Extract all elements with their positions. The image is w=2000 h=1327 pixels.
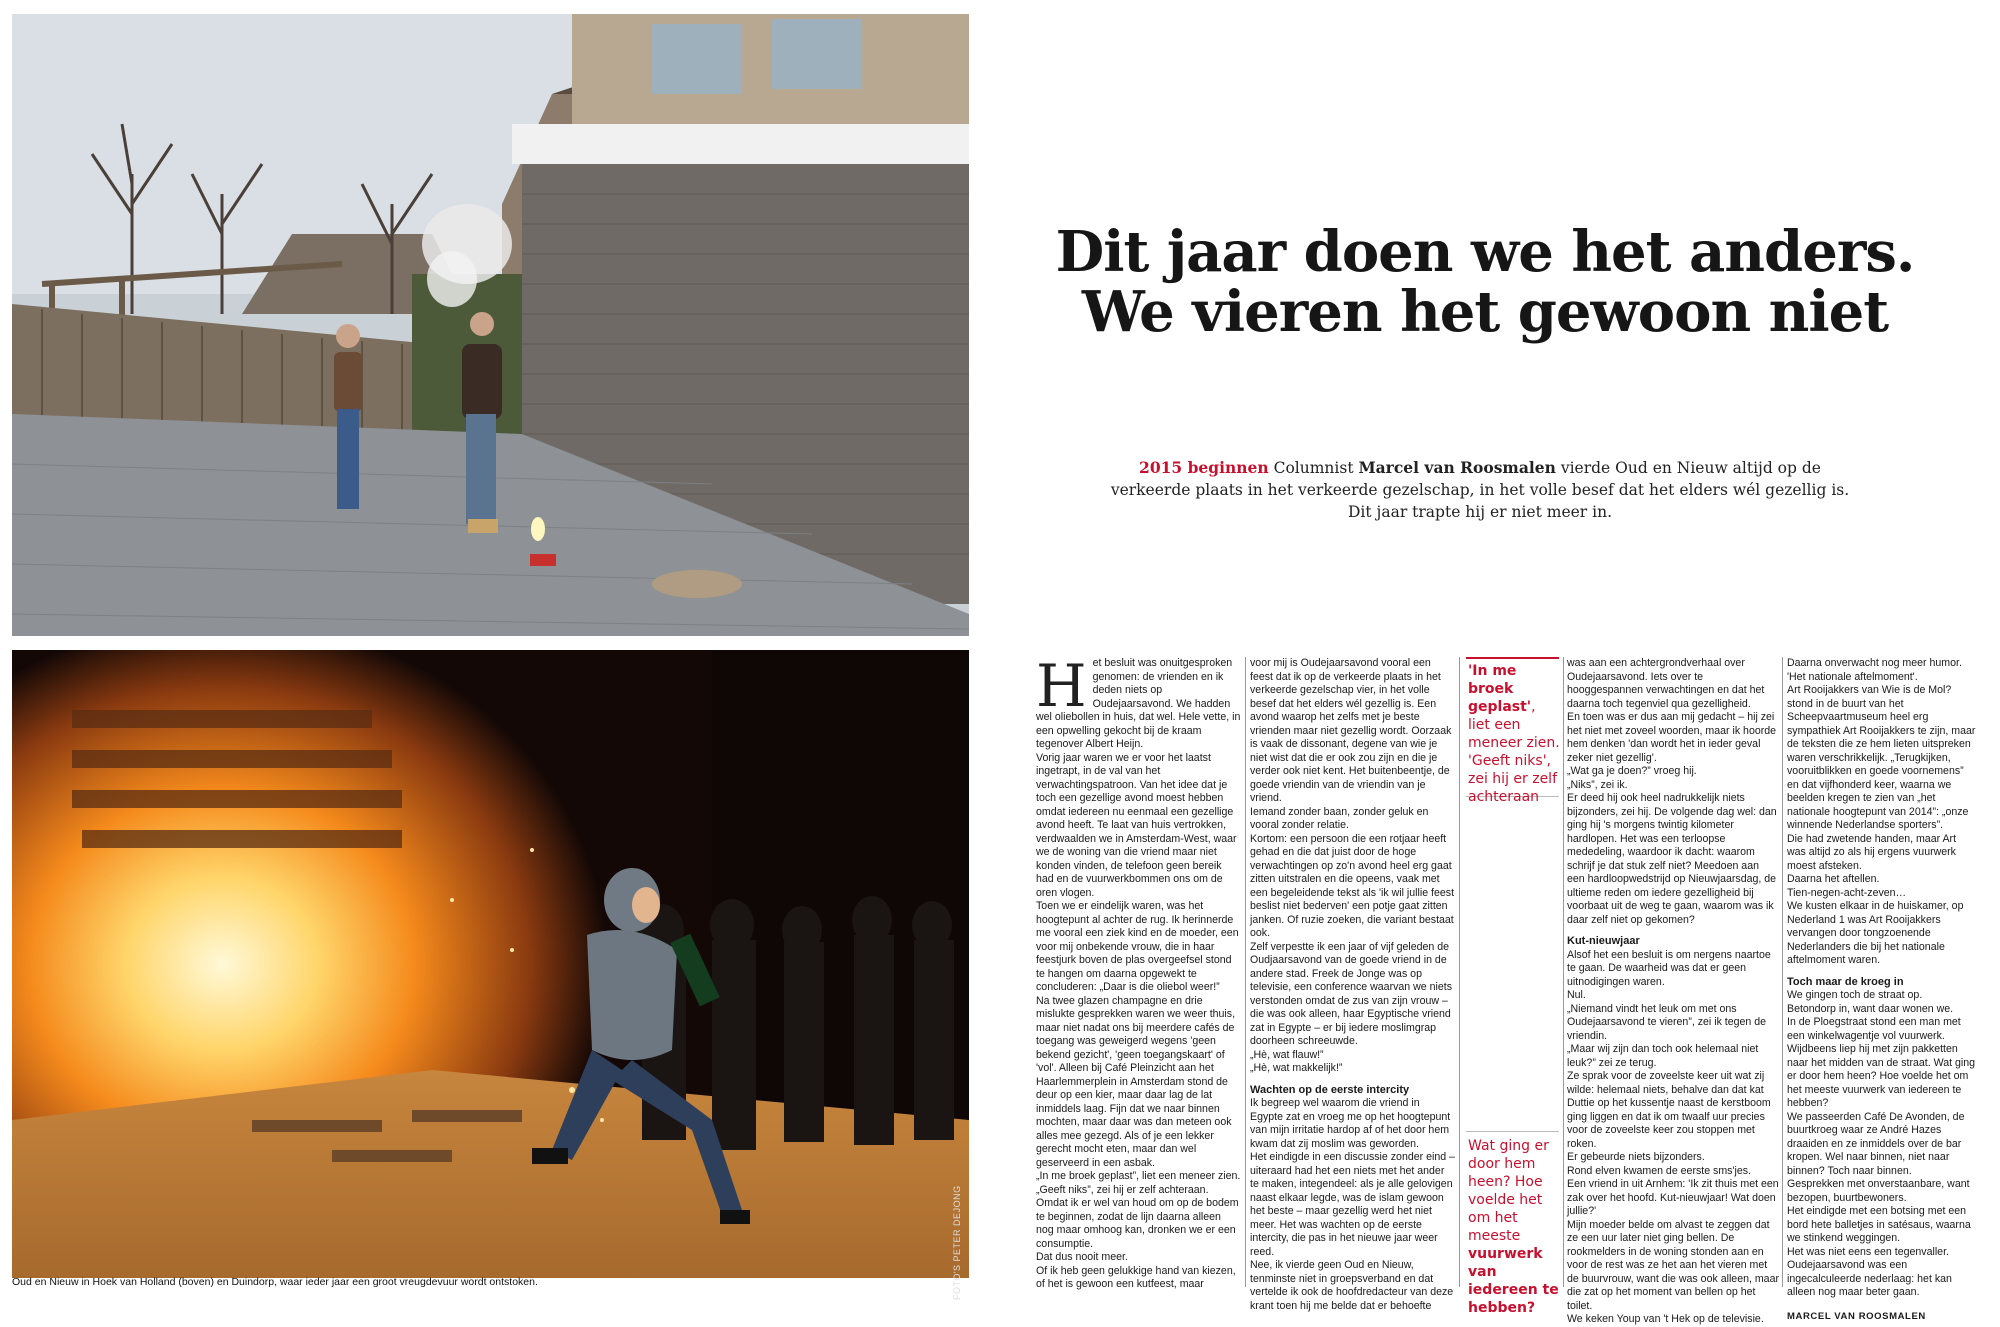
paragraph: Alsof het een besluit is om nergens naartoe te gaan. De waarheid was dat er geen uitnodigingen waren. [1567,948,1771,988]
photo-caption: Oud en Nieuw in Hoek van Holland (boven) en Duindorp, waar ieder jaar een groot vreugdevuur wordt ontstoken. [12,1276,538,1288]
paragraph: Dat dus nooit meer. [1036,1251,1128,1263]
paragraph: Art Rooijakkers van Wie is de Mol? stond in de buurt van het Scheepvaartmuseum heel erg sympathiek Art Rooijakkers te zijn, maar de teksten die ze hem lieten uitspreken waren verschrikkelijk. „Terugkijken, vooruitblikken en goede voornemens” en dat vijfhonderd keer, waarna we beelden kregen te zien van „het nationale hoogtepunt van 2014”: „onze winnende Nederlandse sporters”. [1787,684,1976,831]
article-intro [1110,457,1850,523]
subheading: Kut-nieuwjaar [1567,935,1640,947]
paragraph: In de Ploegstraat stond een man met een winkelwagentje vol vuurwerk. Wijdbeens liep hij met zijn pakketten naar het midden van de straat. Wat ging er door hem heen? Hoe voelde het om het meeste vuurwerk van iedereen te hebben? [1787,1016,1976,1109]
paragraph: Er gebeurde niets bijzonders. [1567,1151,1705,1163]
paragraph: Nul. [1567,989,1586,1001]
paragraph: Ik begreep wel waarom die vriend in Egypte zat en vroeg me op het hoogtepunt van mijn irritatie hardop af of het door hem kwam dat zij moslim was geworden. [1250,1097,1451,1150]
intro-kicker: 2015 beginnen [1139,458,1269,477]
paragraph: Tien-negen-acht-zeven… [1787,886,1907,899]
paragraph: „In me broek geplast”, liet een meneer zien. [1036,1170,1241,1182]
intro-text: vierde Oud en Nieuw altijd op de verkeerde plaats in het verkeerde gezelschap, in het volle besef dat het elders wél gezellig is. Dit jaar trapte hij er niet meer in. [1110,459,1850,521]
paragraph: „Geeft niks”, zei hij er zelf achteraan. Omdat ik er wel van houd om op de bodem te beginnen, zodat de lijn daarna alleen nog maar omhoog kan, dronken we er een consumptie. [1036,1183,1239,1250]
article-column-4 [1787,657,1977,1323]
paragraph: We kusten elkaar in de huiskamer, op Nederland 1 was Art Rooijakkers vervangen door tongzoenende Nederlanders die bij het nationale aftelmoment waren. [1787,900,1964,966]
article-headline: Dit jaar doen we het anders. We vieren het gewoon niet [1055,219,1915,345]
intro-lead: Columnist [1268,459,1359,477]
photo-bonfire [12,650,969,1278]
paragraph: „Hè, wat flauw!” [1250,1048,1324,1061]
paragraph [1036,652,1241,752]
paragraph: We keken Youp van 't Hek op de televisie. [1567,1313,1764,1325]
paragraph: Iemand zonder baan, zonder geluk en vooral zonder relatie. [1250,805,1429,831]
author-byline: MARCEL VAN ROOSMALEN [1787,1310,1926,1322]
subheading: Toch maar de kroeg in [1787,975,1904,988]
pullquote-top [1468,662,1560,806]
paragraph: Gesprekken met onverstaanbare, want bezopen, buurtbewoners. [1787,1178,1970,1204]
pullquote-bottom-lead: Wat ging er door hem heen? Hoe voelde het om het meeste [1468,1138,1549,1244]
paragraph: Er deed hij ook heel nadrukkelijk niets bijzonders, zei hij. De volgende dag wel: dan ging hij 's morgens twintig kilometer hardlopen. Het was een terloopse mededeling, waardoor ik dacht: waarom schrijf je dat stuk zelf niet? Meedoen aan een hardloopwedstrijd op Nieuwjaarsdag, de ultieme reden om iedere gezelligheid bij voorbaat uit de weg te gaan, waarom was ik daar zelf niet op gekomen? [1567,792,1777,926]
column-divider [1782,657,1783,1287]
paragraph: was aan een achtergrondverhaal over Oudejaarsavond. Iets over te hooggespannen verwachtingen en dat het daarna toch tegenviel qua gezelligheid. [1567,657,1765,710]
paragraph: „Niks”, zei ik. [1567,778,1628,791]
paragraph: Nee, ik vierde geen Oud en Nieuw, tenminste niet in groepsverband en dat vertelde ik ook de hoofdredacteur van deze krant toen hij me belde dat er behoefte [1250,1259,1454,1312]
paragraph: „Wat ga je doen?” vroeg hij. [1567,765,1697,777]
column-divider [1563,657,1564,1287]
paragraph: Vorig jaar waren we er voor het laatst ingetrapt, in de val van het verwachtingspatroon. Van het idee dat je toch een gezellige avond moest hebben omdat iedereen nu eenmaal een gezellige avond heeft. Te laat van huis vertrokken, verdwaalden we in Amsterdam-West, waar we de woning van die vriend maar niet konden vinden, de telefoon geen bereik had en de vuurwerkbommen ons om de oren vlogen. [1036,751,1237,899]
paragraph: Het eindigde in een discussie zonder eind – uiteraard had het een niets met het ander te maken, integendeel: als je alle gelovigen naast elkaar legde, was de islam gewoon het beste – maar gezellig werd het niet meer. Het was wachten op de eerste intercity, die pas in het nieuwe jaar weer reed. [1250,1151,1455,1258]
paragraph: voor mij is Oudejaarsavond vooral een feest dat ik op de verkeerde plaats in het verkeerde gezelschap vier, in het volle besef dat het elders wél gezellig is. Een avond waarop het zelfs met je beste vrienden maar niet gezellig wordt. Oorzaak is vaak de dissonant, degene van wie je niet wist dat die er ook zou zijn en die je verder ook niet kent. Het buitenbeentje, de goede vriendin van de vriendin van je vriend. [1250,657,1452,804]
pullquote-rule [1466,1131,1559,1132]
pullquote-bottom-bold: vuurwerk van iedereen te hebben? [1468,1246,1559,1316]
paragraph: Rond elven kwamen de eerste sms'jes. [1567,1164,1751,1177]
drop-cap: H [1036,652,1087,720]
paragraph-text: et besluit was onuitgesproken genomen: de vrienden en ik deden niets op Oudejaarsavond. We hadden wel oliebollen in huis, dat wel. Hele vette, in een opwelling gekocht bij de kraam tegenover Albert Heijn. [1036,657,1241,750]
photo-bonfire-image [12,650,969,1278]
pullquote-rule [1466,657,1559,659]
pullquote-top-rest: , liet een meneer zien. 'Geeft niks', zei hij er zelf achteraan [1468,699,1560,805]
paragraph: Betondorp in, want daar wonen we. [1787,1002,1954,1015]
pullquote-top-quote: 'In me broek geplast' [1468,663,1532,715]
article-column-2 [1250,657,1455,1313]
column-divider [1459,657,1460,1287]
paragraph: Ze sprak voor de zoveelste keer uit wat zij wilde: helemaal niets, behalve dan dat kat Duttie op het kussentje naast de kerstboom ging liggen en dat ik om twaalf uur precies voor de zoveelste keer zou stoppen met roken. [1567,1070,1771,1150]
column-divider [1245,657,1246,1287]
paragraph: Het eindigde met een botsing met een bord hete balletjes in satésaus, waarna we stinkend weggingen. [1787,1205,1971,1244]
paragraph: Kortom: een persoon die een rotjaar heeft gehad en die dat juist door de hoge verwachtingen op zo'n avond heel erg gaat zitten uitstralen en die opeens, vaak met een begeleidende tekst als 'ik wil jullie feest beslist niet bederven' een potje gaat zitten janken. Of ruzie zoeken, die variant bestaat ook. [1250,832,1455,939]
subheading: Wachten op de eerste intercity [1250,1083,1410,1096]
paragraph: We gingen toch de straat op. [1787,989,1923,1001]
paragraph: Zelf verpestte ik een jaar of vijf geleden de Oudjaarsavond van de goede vriend in de andere stad. Freek de Jonge was op televisie, een conference waarvan we niets verstonden omdat de zus van zijn vrouw – die was ook alleen, haar Egyptische vriend zat in Egypte – er bij iedere moslimgrap doorheen schreeuwde. [1250,940,1452,1047]
paragraph: „Hè, wat makkelijk!” [1250,1062,1343,1074]
photo-street-fireworks [12,14,969,636]
paragraph: „Niemand vindt het leuk om met ons Oudejaarsavond te vieren”, zei ik tegen de vriendin. [1567,1002,1767,1042]
paragraph: „Maar wij zijn dan toch ook helemaal niet leuk?” zei ze terug. [1567,1043,1759,1069]
paragraph: Toen we er eindelijk waren, was het hoogtepunt al achter de rug. Ik herinnerde me vooral een ziek kind en de moeder, een voor mij onbekende vrouw, die in haar feestjurk boven de plas overgeefsel stond te hangen om daarna opgewekt te concluderen: „Daar is die oliebol weer!” [1036,900,1239,993]
paragraph: En toen was er dus aan mij gedacht – hij zei het niet met zoveel woorden, maar ik hoorde hem denken 'dan wordt het in ieder geval zeker niet gezellig'. [1567,711,1777,764]
paragraph: Een vriend in uit Arnhem: 'Ik zit thuis met een zak over het hoofd. Kut-nieuwjaar! Wat doen jullie?' [1567,1178,1779,1217]
paragraph: We passeerden Café De Avonden, de buurtkroeg waar ze André Hazes draaiden en ze inmiddels over de bar kropen. Wel naar binnen, niet naar binnen? Toch naar binnen. [1787,1110,1965,1177]
paragraph: 'Het nationale aftelmoment'. [1787,670,1918,683]
paragraph: Het was niet eens een tegenvaller. Oudejaarsavond was een ingecalculeerde nederlaag: het kan alleen nog maar beter gaan. [1787,1245,1952,1298]
paragraph: Die had zwetende handen, maar Art was altijd zo als hij ergens vuurwerk moest afsteken. [1787,832,1957,872]
pullquote-bottom [1468,1137,1560,1317]
photo-credit: FOTO'S PETER DEJONG [952,1185,962,1300]
paragraph: Daarna het aftellen. [1787,873,1880,885]
paragraph: Daarna onverwacht nog meer humor. [1787,657,1962,669]
paragraph: Of ik heb geen gelukkige hand van kiezen, of het is gewoon een kutfeest, maar [1036,1264,1236,1290]
article-column-3 [1567,657,1779,1327]
intro-author: Marcel van Roosmalen [1358,458,1556,477]
paragraph: Na twee glazen champagne en drie mislukte gesprekken waren we weer thuis, maar niet nadat ons bij meerdere cafés de toegang was geweigerd wegens 'geen bekend gezicht', 'geen toegangskaart' of 'vol'. Alleen bij Café Pleinzicht aan het Haarlemmerplein in Amsterdam stond de deur op een kier, maar daar lag de lat inmiddels laag. Fijn dat we naar binnen mochten, maar daar was dan meteen ook alles mee gezegd. Als of je een lekker gerecht mocht eten, maar dan wel geserveerd in een asbak. [1036,994,1236,1169]
article-column-1 [1036,652,1241,1292]
photo-street-fireworks-image [12,14,969,636]
paragraph: Mijn moeder belde om alvast te zeggen dat ze een uur later niet ging bellen. De rookmelders in de woning stonden aan en voor de rest was ze het aan het vieren met de buurvrouw, want die was ook alleen, maar die zat op het moment van bellen op het toilet. [1567,1218,1779,1312]
